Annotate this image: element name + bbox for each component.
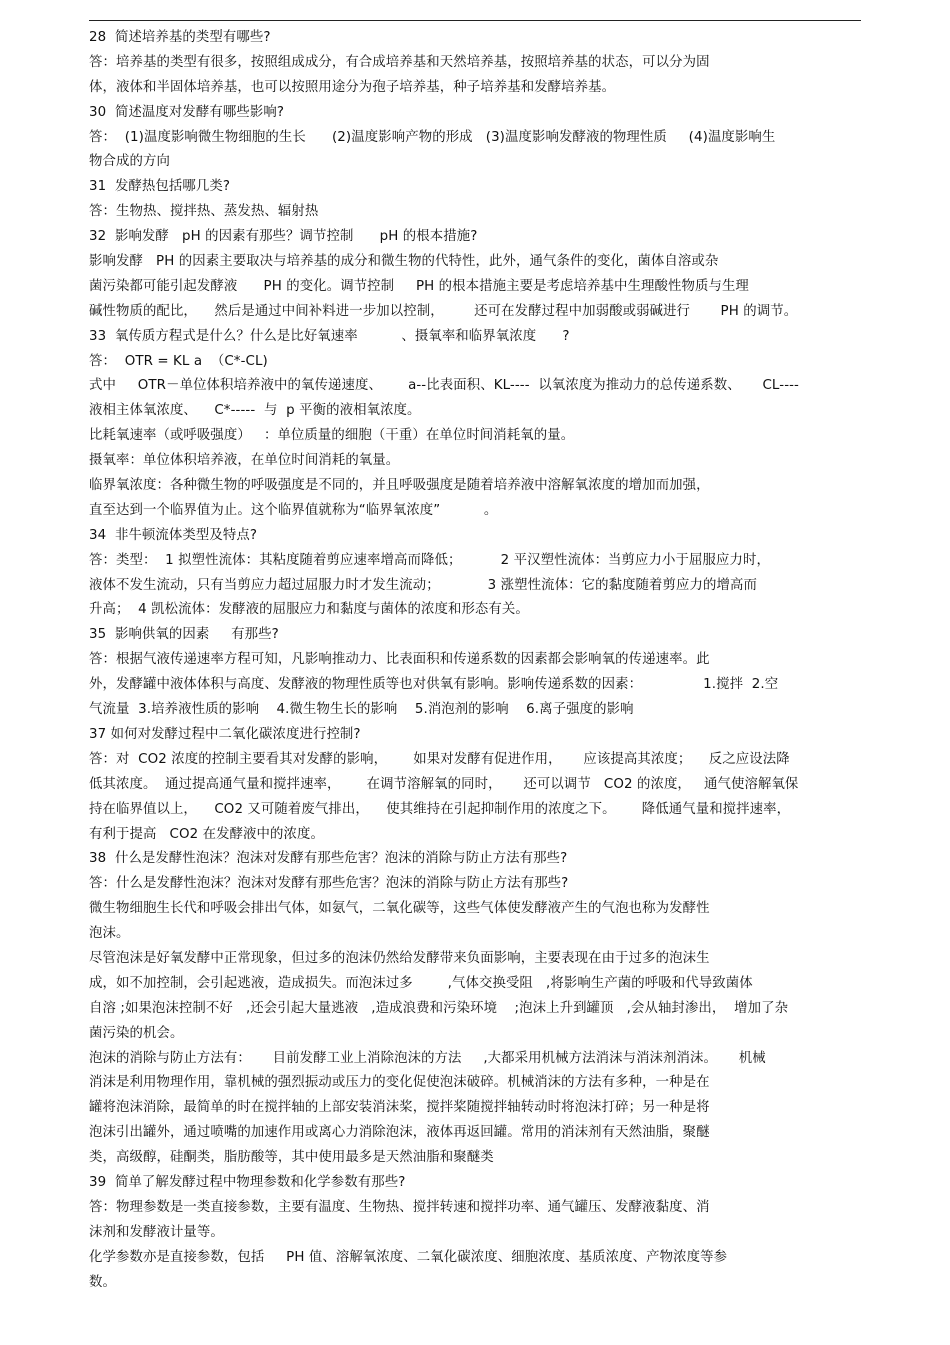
text-line: 答：对 CO2 浓度的控制主要看其对发酵的影响， 如果对发酵有促进作用， 应该提高其浓度； 反之应设法降: [89, 751, 790, 767]
text-line: 物合成的方向: [89, 154, 170, 170]
text-line: 式中 OTR－单位体积培养液中的氧传递速度、 a--比表面积、KL---- 以氧浓度为推动力的总传递系数、 CL----: [89, 378, 799, 394]
text-line: 气流量 3.培养液性质的影响 4.微生物生长的影响 5.消泡剂的影响 6.离子强度的影响: [89, 702, 634, 718]
text-line: 35 影响供氧的因素 有那些?: [89, 627, 279, 643]
text-line: 38 什么是发酵性泡沫？泡沫对发酵有那些危害？泡沫的消除与防止方法有那些?: [89, 851, 568, 867]
text-line: 泡沫引出罐外，通过喷嘴的加速作用或离心力消除泡沫，液体再返回罐。常用的消沫剂有天然油脂，聚醚: [89, 1125, 710, 1141]
text-line: 碱性物质的配比， 然后是通过中间补料进一步加以控制， 还可在发酵过程中加弱酸或弱碱进行 PH 的调节。: [89, 303, 798, 319]
text-line: 微生物细胞生长代和呼吸会排出气体，如氨气，二氧化碳等，这些气体使发酵液产生的气泡也称为发酵性: [89, 901, 710, 917]
text-line: 成，如不加控制，会引起逃液，造成损失。而泡沫过多 ,气体交换受阻 ,将影响生产菌的呼吸和代导致菌体: [89, 975, 753, 991]
text-line: 菌污染都可能引起发酵液 PH 的变化。调节控制 PH 的根本措施主要是考虑培养基中生理酸性物质与生理: [89, 278, 749, 294]
text-line: 尽管泡沫是好氧发酵中正常现象，但过多的泡沫仍然给发酵带来负面影响，主要表现在由于过多的泡沫生: [89, 950, 710, 966]
text-line: 液体不发生流动，只有当剪应力超过屈服力时才发生流动； 3 涨塑性流体：它的黏度随着剪应力的增高而: [89, 577, 757, 593]
text-line: 罐将泡沫消除，最简单的时在搅拌轴的上部安装消沫桨，搅拌桨随搅拌轴转动时将泡沫打碎；另一种是将: [89, 1100, 710, 1116]
text-line: 30 简述温度对发酵有哪些影响?: [89, 104, 285, 120]
text-line: 消沫是利用物理作用，靠机械的强烈振动或压力的变化促使泡沫破碎。机械消沫的方法有多种，一种是在: [89, 1075, 710, 1091]
text-line: 比耗氧速率（或呼吸强度） ：单位质量的细胞（干重）在单位时间消耗氧的量。: [89, 428, 575, 444]
top-rule: [89, 20, 861, 21]
text-line: 答： (1)温度影响微生物细胞的生长 (2)温度影响产物的形成 (3)温度影响发酵液的物理性质 (4)温度影响生: [89, 129, 776, 145]
text-line: 28 简述培养基的类型有哪些?: [89, 30, 271, 45]
text-line: 答：什么是发酵性泡沫？泡沫对发酵有那些危害？泡沫的消除与防止方法有那些?: [89, 876, 569, 892]
text-line: 答： OTR = KL a （C*-CL): [89, 353, 268, 369]
text-line: 影响发酵 PH 的因素主要取决与培养基的成分和微生物的代特性，此外，通气条件的变化，菌体自溶或杂: [89, 254, 719, 270]
text-line: 临界氧浓度：各种微生物的呼吸强度是不同的，并且呼吸强度是随着培养液中溶解氧浓度的增加而加强，: [89, 478, 710, 494]
text-line: 升高； 4 凯松流体：发酵液的屈服应力和黏度与菌体的浓度和形态有关。: [89, 602, 529, 618]
text-line: 答：类型： 1 拟塑性流体：其粘度随着剪应速率增高而降低； 2 平汉塑性流体：当剪应力小于屈服应力时，: [89, 552, 770, 568]
document-body: [89, 26, 861, 1295]
text-line: 33 氧传质方程式是什么？什么是比好氧速率 、摄氧率和临界氧浓度 ?: [89, 328, 570, 344]
text-line: 答：物理参数是一类直接参数，主要有温度、生物热、搅拌转速和搅拌功率、通气罐压、发酵液黏度、消: [89, 1199, 710, 1215]
text-line: 有利于提高 CO2 在发酵液中的浓度。: [89, 826, 325, 842]
text-line: 32 影响发酵 pH 的因素有那些？调节控制 pH 的根本措施?: [89, 229, 478, 245]
text-line: 液相主体氧浓度、 C*----- 与 p 平衡的液相氧浓度。: [89, 403, 421, 419]
text-line: 化学参数亦是直接参数，包括 PH 值、溶解氧浓度、二氧化碳浓度、细胞浓度、基质浓度、产物浓度等参: [89, 1249, 728, 1265]
text-line: 直至达到一个临界值为止。这个临界值就称为“临界氧浓度” 。: [89, 502, 498, 518]
text-line: 答：培养基的类型有很多，按照组成成分，有合成培养基和天然培养基，按照培养基的状态，可以分为固: [89, 54, 710, 70]
text-line: 自溶 ;如果泡沫控制不好 ,还会引起大量逃液 ,造成浪费和污染环境 ;泡沫上升到罐顶 ,会从轴封渗出， 增加了杂: [89, 1000, 789, 1016]
text-line: 摄氧率：单位体积培养液，在单位时间消耗的氧量。: [89, 453, 400, 469]
text-line: 低其浓度。 通过提高通气量和搅拌速率， 在调节溶解氧的同时， 还可以调节 CO2 的浓度， 通气使溶解氧保: [89, 776, 799, 792]
text-line: 外，发酵罐中液体体积与高度、发酵液的物理性质等也对供氧有影响。影响传递系数的因素： 1.搅拌 2.空: [89, 677, 779, 693]
text-line: 体，液体和半固体培养基，也可以按照用途分为孢子培养基，种子培养基和发酵培养基。: [89, 79, 616, 95]
text-line: 持在临界值以上， CO2 又可随着废气排出， 使其维持在引起抑制作用的浓度之下。 降低通气量和搅拌速率，: [89, 801, 791, 817]
text-line: 31 发酵热包括哪几类?: [89, 179, 231, 195]
text-line: 数。: [89, 1274, 116, 1290]
text-line: 答：根据气液传递速率方程可知，凡影响推动力、比表面积和传递系数的因素都会影响氧的传递速率。此: [89, 652, 710, 668]
text-line: 泡沫。: [89, 926, 130, 942]
text-line: 34 非牛顿流体类型及特点?: [89, 527, 258, 543]
text-line: 答：生物热、搅拌热、蒸发热、辐射热: [89, 204, 319, 220]
text-line: 39 简单了解发酵过程中物理参数和化学参数有那些?: [89, 1174, 406, 1190]
text-line: 菌污染的机会。: [89, 1025, 184, 1041]
text-line: 类，高级醇，硅酮类，脂肪酸等，其中使用最多是天然油脂和聚醚类: [89, 1150, 494, 1166]
text-line: 泡沫的消除与防止方法有： 目前发酵工业上消除泡沫的方法 ,大都采用机械方法消沫与消沫剂消沫。 机械: [89, 1050, 766, 1066]
text-line: 37 如何对发酵过程中二氧化碳浓度进行控制?: [89, 726, 361, 742]
text-line: 沫剂和发酵液计量等。: [89, 1224, 224, 1240]
